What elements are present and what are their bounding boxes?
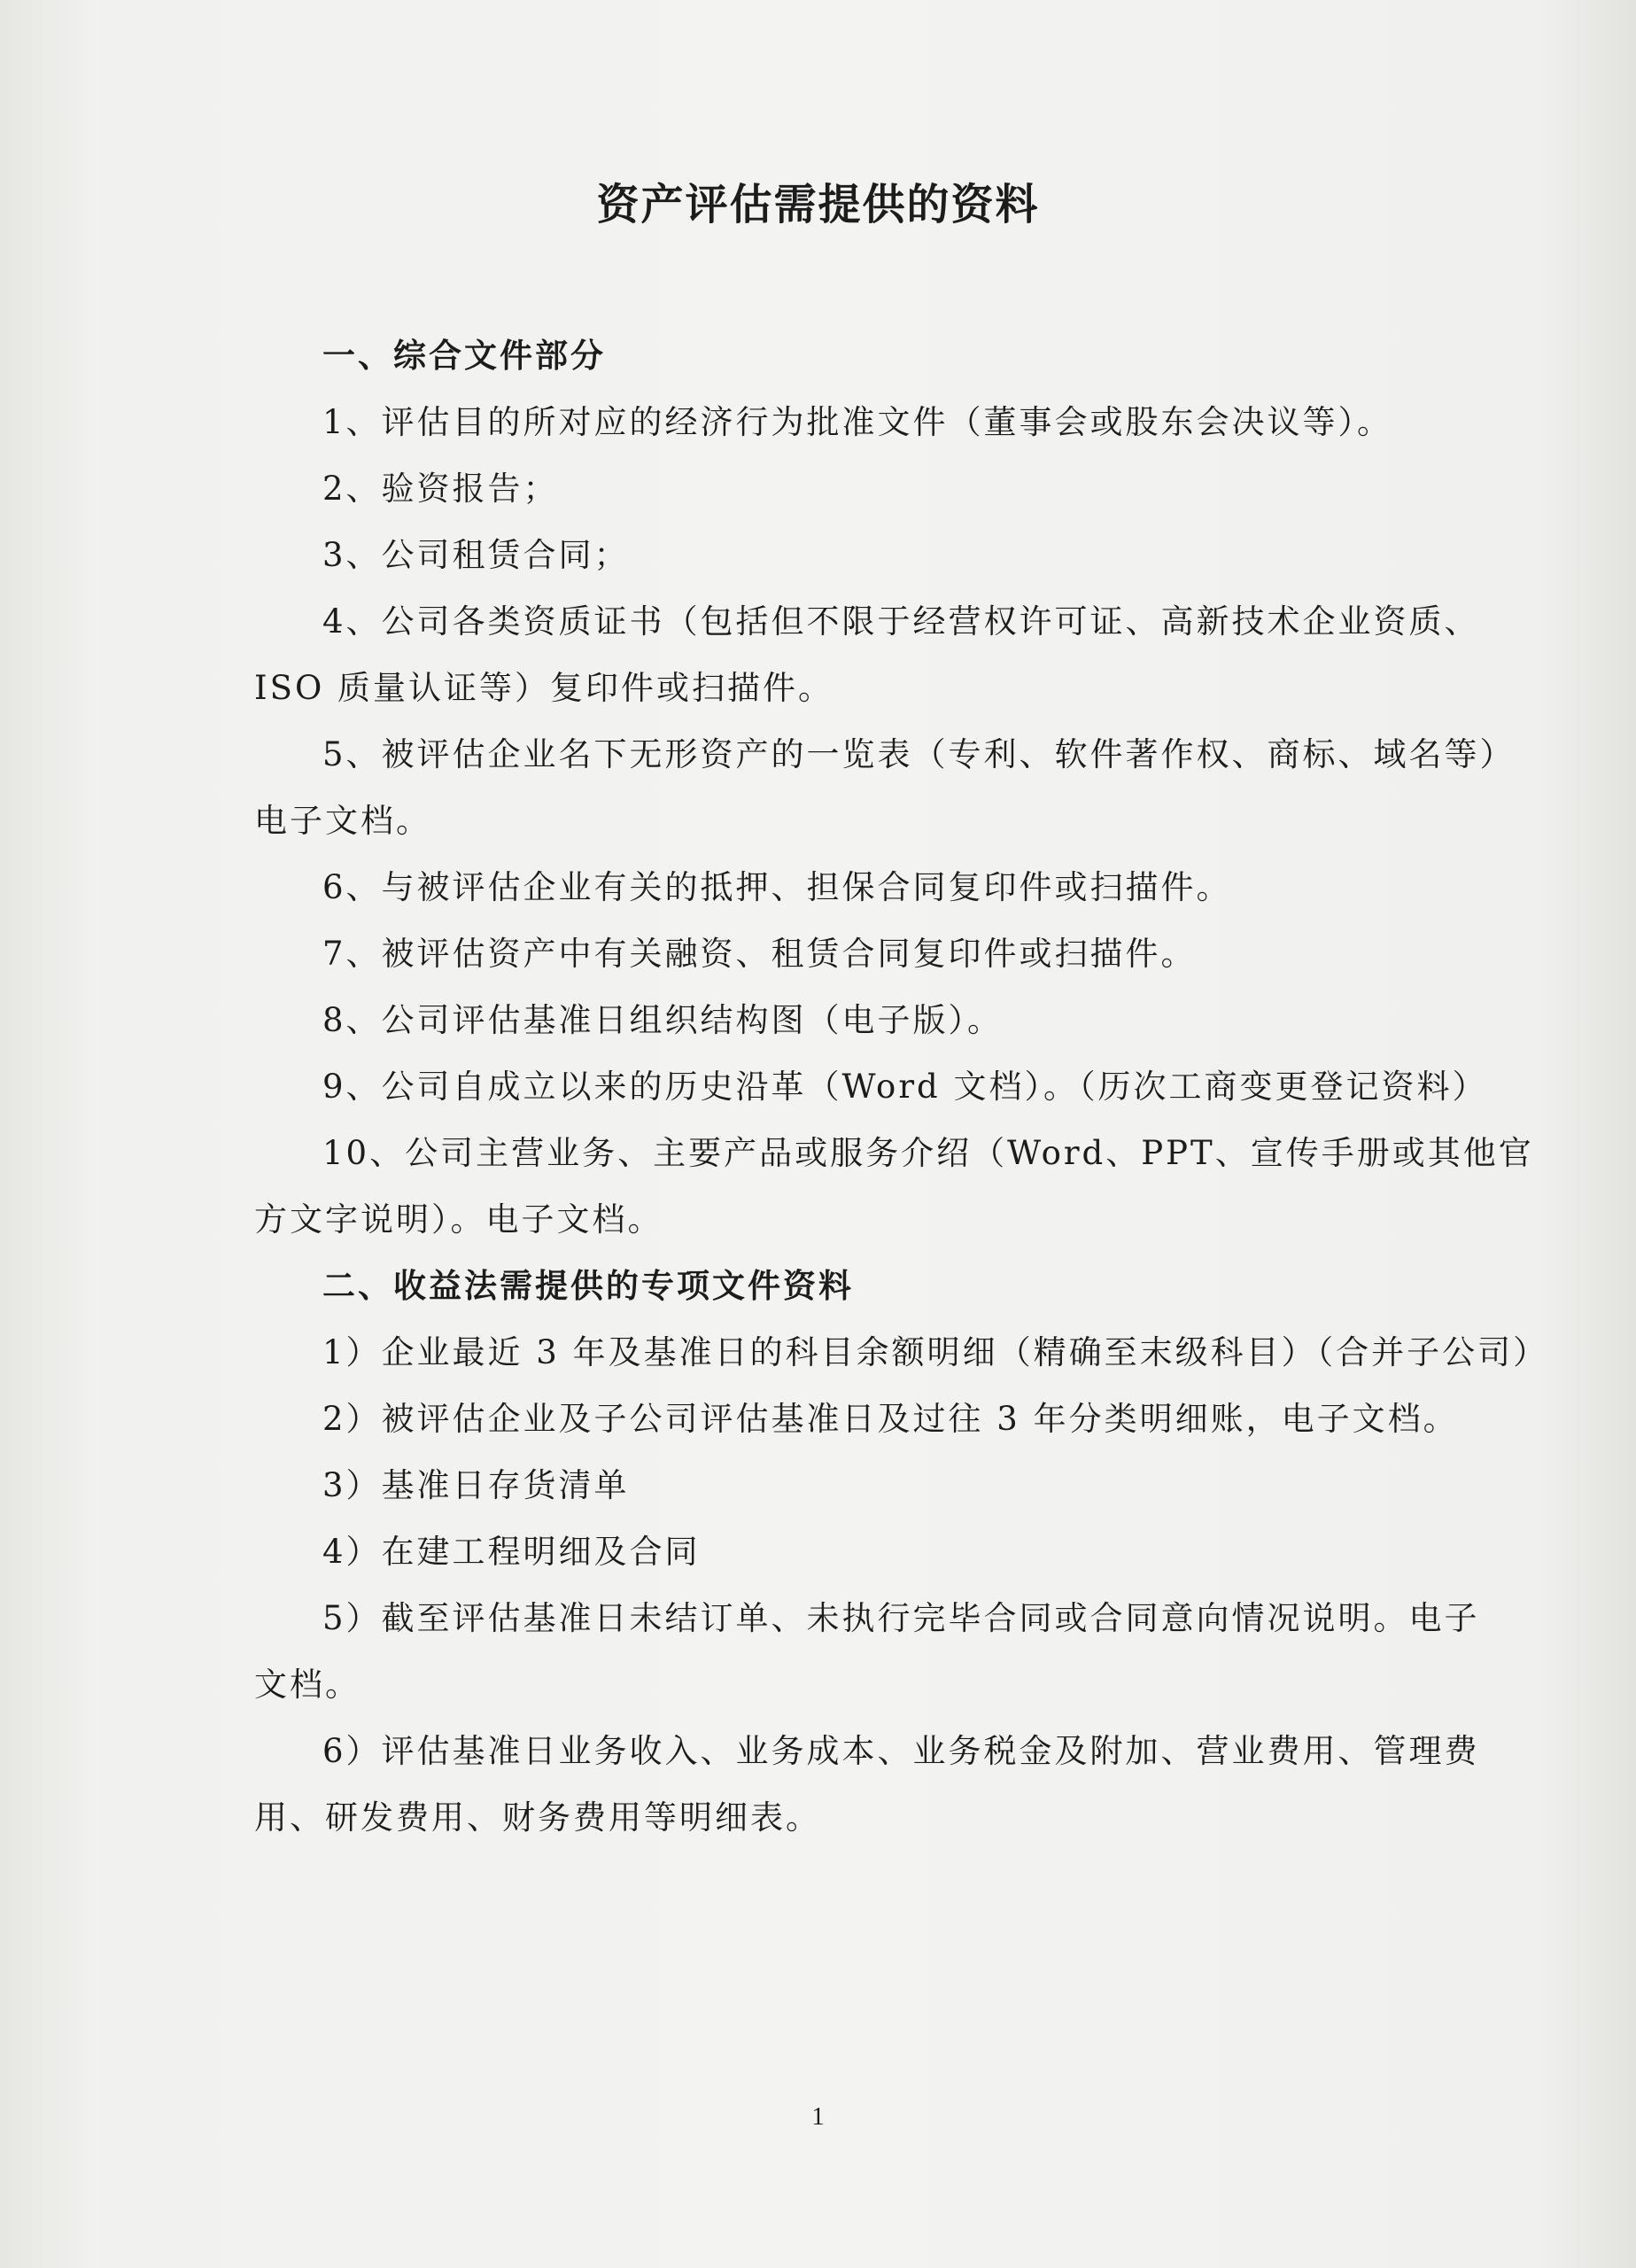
list-item-continuation: 文档。 bbox=[254, 1666, 361, 1704]
list-item-continuation: 用、研发费用、财务费用等明细表。 bbox=[254, 1798, 821, 1837]
list-item-continuation: ISO 质量认证等）复印件或扫描件。 bbox=[254, 669, 834, 707]
list-item: 5）截至评估基准日未结订单、未执行完毕合同或合同意向情况说明。电子 bbox=[322, 1599, 1480, 1637]
list-item: 7、被评估资产中有关融资、租赁合同复印件或扫描件。 bbox=[322, 935, 1197, 973]
list-item: 4）在建工程明细及合同 bbox=[322, 1533, 701, 1571]
list-item-continuation: 方文字说明）。电子文档。 bbox=[254, 1200, 663, 1239]
list-item: 2）被评估企业及子公司评估基准日及过往 3 年分类明细账，电子文档。 bbox=[322, 1400, 1459, 1438]
list-item: 3、公司租赁合同； bbox=[322, 536, 630, 574]
list-item: 8、公司评估基准日组织结构图（电子版）。 bbox=[322, 1001, 1004, 1039]
page-number: 1 bbox=[811, 2103, 825, 2131]
section-heading: 二、收益法需提供的专项文件资料 bbox=[322, 1267, 854, 1305]
list-item: 2、验资报告； bbox=[322, 470, 559, 508]
list-item: 4、公司各类资质证书（包括但不限于经营权许可证、高新技术企业资质、 bbox=[322, 602, 1480, 641]
list-item: 5、被评估企业名下无形资产的一览表（专利、软件著作权、商标、域名等） bbox=[322, 735, 1516, 773]
list-item: 6、与被评估企业有关的抵押、担保合同复印件或扫描件。 bbox=[322, 868, 1232, 906]
list-item: 9、公司自成立以来的历史沿革（Word 文档）。（历次工商变更登记资料） bbox=[322, 1068, 1488, 1106]
document-body bbox=[254, 322, 1549, 1851]
list-item: 10、公司主营业务、主要产品或服务介绍（Word、PPT、宣传手册或其他官 bbox=[322, 1134, 1534, 1172]
list-item-continuation: 电子文档。 bbox=[254, 802, 431, 840]
list-item: 6）评估基准日业务收入、业务成本、业务税金及附加、营业费用、管理费 bbox=[322, 1732, 1480, 1770]
list-item: 1）企业最近 3 年及基准日的科目余额明细（精确至末级科目）（合并子公司） bbox=[322, 1333, 1549, 1371]
document-title: 资产评估需提供的资料 bbox=[596, 180, 1040, 229]
section-heading: 一、综合文件部分 bbox=[322, 337, 606, 375]
list-item: 1、评估目的所对应的经济行为批准文件（董事会或股东会决议等）。 bbox=[322, 403, 1393, 441]
list-item: 3）基准日存货清单 bbox=[322, 1466, 630, 1504]
